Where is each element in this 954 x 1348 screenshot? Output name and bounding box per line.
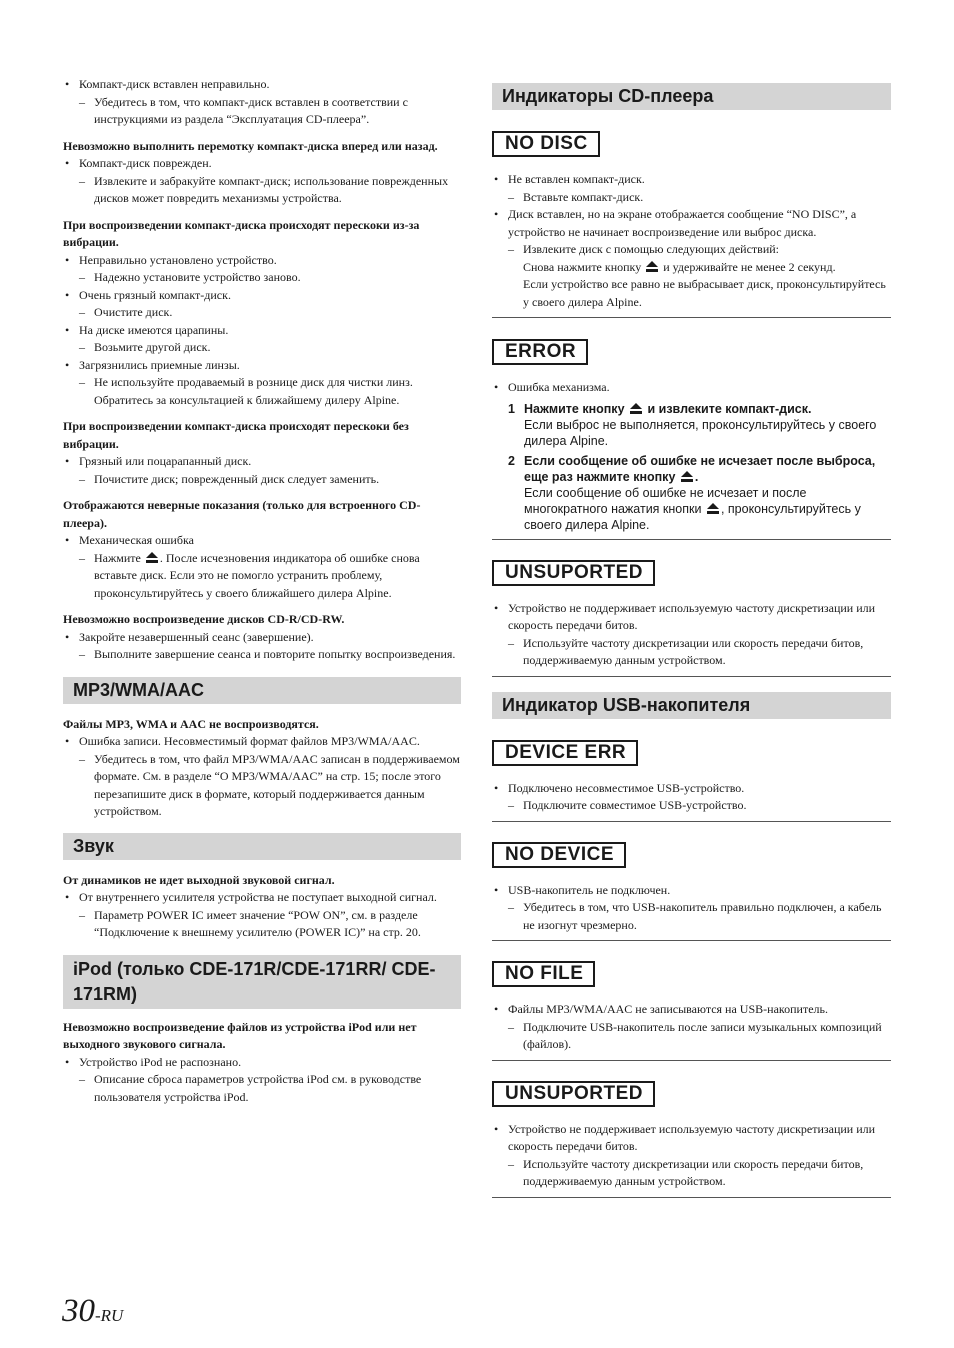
list-item: • Устройство не поддерживает используемую частоту дискретизации или скорость передачи битов. xyxy=(492,1121,891,1156)
list-subitem-text: Снова нажмите кнопку xyxy=(523,259,642,274)
list-item: • Устройство iPod не распознано. xyxy=(63,1054,461,1072)
problem-heading: Невозможно воспроизведение файлов из устройства iPod или нет выходного звукового сигнала. xyxy=(63,1019,417,1051)
eject-icon xyxy=(646,261,658,272)
list-item: • Не вставлен компакт-диск. xyxy=(492,171,891,189)
eject-icon xyxy=(681,471,693,482)
indicator-no-file: NO FILE xyxy=(492,961,595,987)
list-subitem: – Убедитесь в том, что файл MP3/WMA/AAC записан в поддерживаемом формате. См. в разделе “О MP3/WMA/AAC” на стр. 15; после этого перезапишите диск в формате, который поддерживается данным устройством. xyxy=(63,751,461,821)
problem-heading: При воспроизведении компакт-диска происходят перескоки из-за вибрации. xyxy=(63,217,420,249)
list-subitem: – Очистите диск. xyxy=(63,304,461,322)
problem-heading: Файлы MP3, WMA и AAC не воспроизводятся. xyxy=(63,716,319,731)
indicator-block xyxy=(492,1121,891,1198)
page-number-value: 30 xyxy=(62,1293,95,1329)
list-item: • Загрязнились приемные линзы. xyxy=(63,357,461,375)
list-subitem: – Почистите диск; поврежденный диск следует заменить. xyxy=(63,471,461,489)
section-title-ipod: iPod (только CDE-171R/CDE-171RR/ CDE-171RM) xyxy=(63,955,461,1009)
list-subitem: – Выполните завершение сеанса и повторите попытку воспроизведения. xyxy=(63,646,461,664)
list-subitem: – Вставьте компакт-диск. xyxy=(492,189,891,207)
step-text: Если сообщение об ошибке не исчезает после выброса, еще раз нажмите кнопку . Если сообщение об ошибке не исчезает и после многократного нажатия кнопки , проконсультируйтесь у своего дилера Alpine. xyxy=(524,453,876,532)
indicator-block xyxy=(492,600,891,677)
indicator-block xyxy=(492,1001,891,1061)
list-subitem-cont: Если устройство все равно не выбрасывает диск, проконсультируйтесь у своего дилера Alpine. xyxy=(523,277,886,309)
page-language-suffix: -RU xyxy=(95,1306,124,1325)
list-subitem-cont xyxy=(492,259,891,277)
indicator-no-disc: NO DISC xyxy=(492,131,600,157)
list-subitem: – Описание сброса параметров устройства iPod см. в руководстве пользователя устройства iPod. xyxy=(63,1071,461,1106)
indicator-block xyxy=(492,379,891,540)
indicator-no-device: NO DEVICE xyxy=(492,842,626,868)
section-title-mp3: MP3/WMA/AAC xyxy=(63,677,461,704)
list-subitem: – Используйте частоту дискретизации или скорость передачи битов, поддерживаемую данным устройством. xyxy=(492,635,891,670)
indicator-unsupported-usb: UNSUPORTED xyxy=(492,1081,655,1107)
problem-heading: При воспроизведении компакт-диска происходят перескоки без вибрации. xyxy=(63,419,409,451)
list-item: • Файлы MP3/WMA/AAC не записываются на USB-накопитель. xyxy=(492,1001,891,1019)
list-subitem xyxy=(63,550,461,603)
list-subitem: – Извлеките диск с помощью следующих действий: xyxy=(492,241,891,259)
problem-heading: От динамиков не идет выходной звуковой сигнал. xyxy=(63,872,335,887)
step-note: , проконсультируйтесь у своего дилера Alpine. xyxy=(524,501,861,532)
list-subitem: – Надежно установите устройство заново. xyxy=(63,269,461,287)
list-subitem: – Убедитесь в том, что компакт-диск вставлен в соответствии с инструкциями из раздела “Эксплуатация CD-плеера”. xyxy=(63,94,461,129)
list-subitem: – Не используйте продаваемый в рознице диск для чистки линз. Обратитесь за консультацией к ближайшему дилеру Alpine. xyxy=(63,374,461,409)
list-item: • Неправильно установлено устройство. xyxy=(63,252,461,270)
list-subitem-text: . После исчезновения индикатора об ошибке снова вставьте диск. Если это не помогло устранить проблему, проконсультируйтесь у своего ближайшего дилера Alpine. xyxy=(94,550,420,600)
step-text-strong: и извлеките компакт-диск. xyxy=(647,401,812,416)
step-text xyxy=(524,401,891,449)
list-item: • Ошибка механизма. xyxy=(492,379,891,397)
list-subitem: – Параметр POWER IC имеет значение “POW ON”, см. в разделе “Подключение к внешнему усилителю (POWER IC)” на стр. 20. xyxy=(63,907,461,942)
step-text-strong: Если сообщение об ошибке не исчезает после выброса, еще раз нажмите кнопку xyxy=(524,453,876,484)
left-column xyxy=(63,76,461,1106)
step-text-strong: Нажмите кнопку xyxy=(524,401,625,416)
indicator-device-err: DEVICE ERR xyxy=(492,740,638,766)
indicator-unsupported: UNSUPORTED xyxy=(492,560,655,586)
list-item: • Очень грязный компакт-диск. xyxy=(63,287,461,305)
list-subitem: – Подключите USB-накопитель после записи музыкальных композиций (файлов). xyxy=(492,1019,891,1054)
indicator-block xyxy=(492,171,891,318)
eject-icon xyxy=(707,503,719,514)
step-2 xyxy=(492,453,891,533)
section-title-sound: Звук xyxy=(63,833,461,860)
page-number xyxy=(62,1292,123,1335)
step-number: 1 xyxy=(508,401,515,416)
list-item: • Устройство не поддерживает используемую частоту дискретизации или скорость передачи битов. xyxy=(492,600,891,635)
list-subitem: – Убедитесь в том, что USB-накопитель правильно подключен, а кабель не изогнут чрезмерно. xyxy=(492,899,891,934)
section-title-cd-indicators: Индикаторы CD-плеера xyxy=(492,83,891,110)
list-item: • От внутреннего усилителя устройства не поступает выходной сигнал. xyxy=(63,889,461,907)
step-1 xyxy=(492,401,891,449)
eject-icon xyxy=(630,403,642,414)
problem-heading: Невозможно воспроизведение дисков CD-R/CD-RW. xyxy=(63,612,345,626)
right-column xyxy=(492,83,891,1198)
eject-icon xyxy=(146,552,158,563)
step-number: 2 xyxy=(508,453,515,468)
list-subitem: – Подключите совместимое USB-устройство. xyxy=(492,797,891,815)
list-subitem: – Возьмите другой диск. xyxy=(63,339,461,357)
indicator-error: ERROR xyxy=(492,339,588,365)
list-subitem-text: Нажмите xyxy=(94,550,141,565)
step-note: Если сообщение об ошибке не исчезает и после многократного нажатия кнопки xyxy=(524,485,807,516)
list-item: • USB-накопитель не подключен. xyxy=(492,882,891,900)
list-item: • Диск вставлен, но на экране отображается сообщение “NO DISC”, а устройство не начинает воспроизведение или выброс диска. xyxy=(492,206,891,241)
list-item: • Подключено несовместимое USB-устройство. xyxy=(492,780,891,798)
indicator-block xyxy=(492,882,891,942)
list-item: • Грязный или поцарапанный диск. xyxy=(63,453,461,471)
problem-heading: Отображаются неверные показания (только для встроенного CD-плеера). xyxy=(63,498,421,530)
indicator-block xyxy=(492,780,891,822)
list-item: • Компакт-диск вставлен неправильно. xyxy=(63,76,461,94)
list-subitem: – Извлеките и забракуйте компакт-диск; использование поврежденных дисков может повредить механизмы устройства. xyxy=(63,173,461,208)
section-title-usb-indicators: Индикатор USB-накопителя xyxy=(492,692,891,719)
list-item: • Закройте незавершенный сеанс (завершение). xyxy=(63,629,461,647)
list-item: • Компакт-диск поврежден. xyxy=(63,155,461,173)
list-item: • Механическая ошибка xyxy=(63,532,461,550)
list-item: • На диске имеются царапины. xyxy=(63,322,461,340)
step-note: Если выброс не выполняется, проконсультируйтесь у своего дилера Alpine. xyxy=(524,417,877,448)
list-subitem-text: и удерживайте не менее 2 секунд. xyxy=(663,259,836,274)
list-item: • Ошибка записи. Несовместимый формат файлов MP3/WMA/AAC. xyxy=(63,733,461,751)
list-subitem: – Используйте частоту дискретизации или скорость передачи битов, поддерживаемую данным устройством. xyxy=(492,1156,891,1191)
problem-heading: Невозможно выполнить перемотку компакт-диска вперед или назад. xyxy=(63,138,438,153)
